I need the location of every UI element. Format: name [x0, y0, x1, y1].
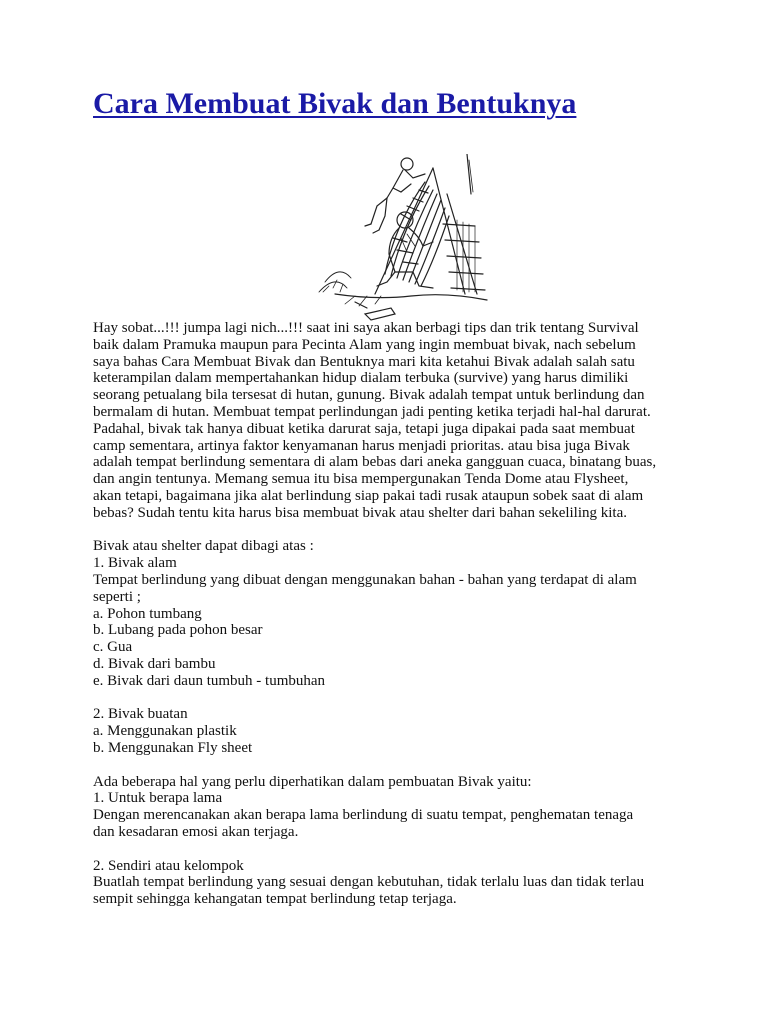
text-line: a. Menggunakan plastik: [93, 723, 237, 740]
text-line: a. Pohon tumbang: [93, 605, 202, 622]
text-line: c. Gua: [93, 639, 133, 656]
paragraph-gap: [93, 841, 693, 858]
group-section: [93, 858, 693, 908]
text-line: seperti ;: [93, 588, 141, 605]
considerations-section: [93, 774, 693, 841]
text-line: seorang petualang bila tersesat di hutan, gunung. Bivak adalah tempat untuk berlindung dan: [93, 387, 645, 404]
bivak-types-section: [93, 538, 693, 689]
text-line: keterampilan dalam mempertahankan hidup dialam terbuka (survive) yang harus dimiliki: [93, 370, 629, 387]
text-line: akan tetapi, bagaimana jika alat berlindung siap pakai tadi rusak ataupun sobek saat di alam: [93, 487, 644, 504]
text-line: Buatlah tempat berlindung yang sesuai dengan kebutuhan, tidak terlalu luas dan tidak terlau: [93, 874, 645, 891]
artificial-bivak-section: [93, 706, 693, 756]
text-line: Padahal, bivak tak hanya dibuat ketika darurat saja, tetapi juga dipakai pada saat membuat: [93, 420, 635, 437]
text-line: Hay sobat...!!! jumpa lagi nich...!!! saat ini saya akan berbagi tips dan trik tentang Survival: [93, 320, 639, 336]
bivak-illustration: [315, 154, 491, 326]
bivak-illustration-icon: [315, 154, 491, 326]
text-line: sempit sehingga kehangatan tempat berlindung tetap terjaga.: [93, 891, 457, 908]
text-line: Tempat berlindung yang dibuat dengan menggunakan bahan - bahan yang terdapat di alam: [93, 571, 637, 588]
text-line: saya bahas Cara Membuat Bivak dan Bentuknya mari kita ketahui Bivak adalah salah satu: [93, 353, 635, 370]
text-line: 1. Untuk berapa lama: [93, 790, 223, 807]
text-line: d. Bivak dari bambu: [93, 655, 216, 672]
text-line: b. Menggunakan Fly sheet: [93, 739, 253, 756]
text-line: 2. Bivak buatan: [93, 706, 188, 723]
paragraph-gap: [93, 757, 693, 774]
paragraph-gap: [93, 690, 693, 707]
text-line: baik dalam Pramuka maupun para Pecinta Alam yang ingin membuat bivak, nach sebelum: [93, 336, 636, 353]
text-line: b. Lubang pada pohon besar: [93, 622, 263, 639]
text-line: 2. Sendiri atau kelompok: [93, 857, 244, 874]
text-line: camp sementara, artinya faktor kenyamanan harus menjadi prioritas. atau bisa juga Bivak: [93, 437, 630, 454]
text-line: bebas? Sudah tentu kita harus bisa membuat bivak atau shelter dari bahan sekeliling kita.: [93, 504, 628, 521]
text-line: dan angin tentunya. Memang semua itu bisa mempergunakan Tenda Dome atau Flysheet,: [93, 471, 629, 488]
text-line: Bivak atau shelter dapat dibagi atas :: [93, 538, 314, 555]
text-line: e. Bivak dari daun tumbuh - tumbuhan: [93, 672, 326, 689]
text-line: 1. Bivak alam: [93, 555, 177, 572]
document-page: [93, 86, 693, 908]
text-line: bermalam di hutan. Membuat tempat perlindungan jadi penting ketika terjadi hal-hal darurat.: [93, 403, 651, 420]
article-body: [93, 320, 693, 908]
paragraph-gap: [93, 522, 693, 539]
text-line: adalah tempat berlindung sementara di alam bebas dari aneka gangguan cuaca, binatang buas,: [93, 454, 657, 471]
text-line: Dengan merencanakan akan berapa lama berlindung di suatu tempat, penghematan tenaga: [93, 807, 634, 824]
text-line: dan kesadaran emosi akan terjaga.: [93, 823, 299, 840]
text-line: Ada beberapa hal yang perlu diperhatikan dalam pembuatan Bivak yaitu:: [93, 773, 532, 790]
article-title-link[interactable]: Cara Membuat Bivak dan Bentuknya: [93, 87, 577, 120]
intro-paragraph: [93, 320, 693, 522]
